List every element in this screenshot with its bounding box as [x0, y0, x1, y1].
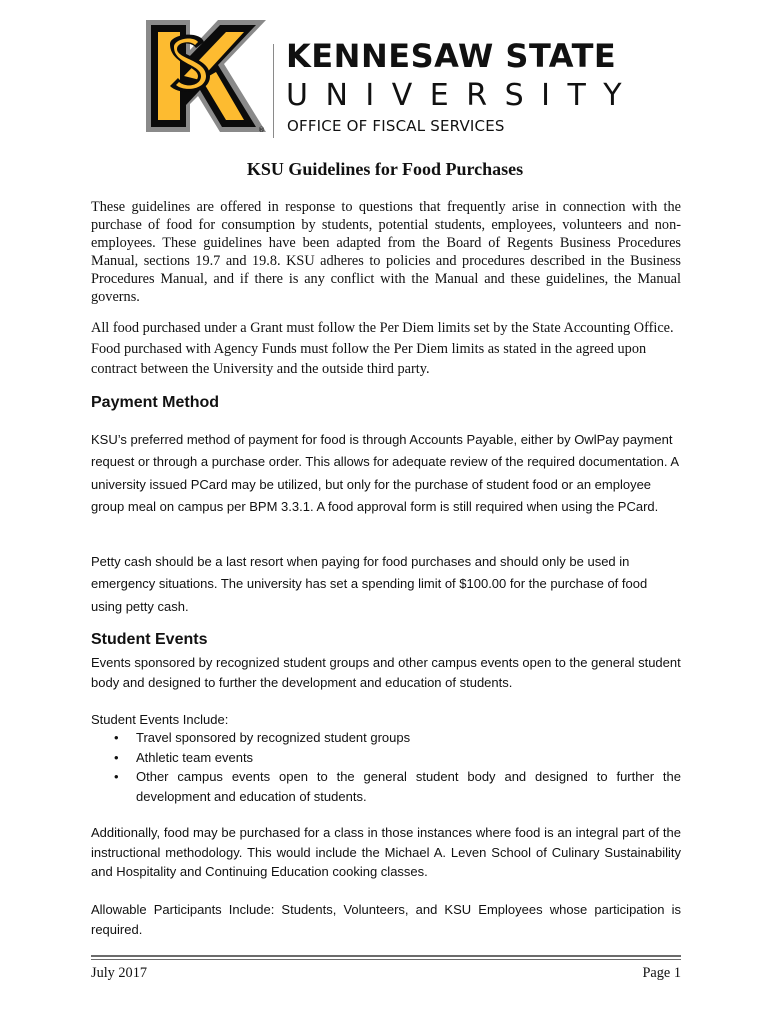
bullet-icon: •	[114, 749, 119, 765]
additional-paragraph: Additionally, food may be purchased for a class in those instances where food is an integral part of the instructional methodology. This would include the Michael A. Leven School of Culinary Sustainability and Hospitality and Continuing Education cooking classes.	[91, 825, 681, 879]
svg-text:®: ®	[258, 126, 265, 134]
document-title: KSU Guidelines for Food Purchases	[246, 159, 524, 179]
payment-paragraph-1: KSU’s preferred method of payment for food is through Accounts Payable, either by OwlPay payment request or through a purchase order. This allows for adequate review of the required documentation. A university issued PCard may be utilized, but only for the purchase of student food or an employee group meal on campus per BPM 3.3.1. A food approval form is still required when using the PCard.	[91, 432, 679, 515]
list-item	[91, 748, 681, 768]
list-item-text: Travel sponsored by recognized student groups	[136, 730, 411, 745]
allowable-participants-paragraph: Allowable Participants Include: Students, Volunteers, and KSU Employees whose participation is required.	[91, 902, 681, 937]
footer-date: July 2017	[91, 965, 148, 981]
office-name: OFFICE OF FISCAL SERVICES	[287, 117, 505, 135]
list-item-text: Other campus events open to the general student body and designed to further the development and education of students.	[136, 769, 681, 804]
intro-paragraph: These guidelines are offered in response to questions that frequently arise in connection with the purchase of food for consumption by students, potential students, employees, volunteers and non-employees. These guidelines have been adapted from the Board of Regents Business Procedures Manual, sections 19.7 and 19.8. KSU adheres to policies and procedures described in the Business Procedures Manual, and if there is any conflict with the Manual and these guidelines, the Manual governs.	[91, 199, 681, 305]
student-events-include-label: Student Events Include:	[91, 712, 229, 727]
student-events-heading: Student Events	[91, 631, 208, 648]
bullet-icon: •	[114, 769, 119, 784]
list-item-text: Athletic team events	[136, 749, 254, 765]
payment-method-heading: Payment Method	[91, 394, 220, 411]
bullet-icon: •	[114, 730, 119, 745]
list-item	[91, 728, 681, 748]
student-events-list	[91, 728, 681, 806]
grant-paragraph: All food purchased under a Grant must follow the Per Diem limits set by the State Accounting Office. Food purchased with Agency Funds must follow the Per Diem limits as stated in the agreed upon contract between the University and the outside third party.	[91, 320, 674, 377]
footer-rule-thin	[91, 959, 681, 960]
footer-page-number: Page 1	[642, 965, 681, 981]
logo-divider	[273, 44, 274, 138]
footer-rule	[91, 955, 681, 957]
list-item	[91, 767, 681, 806]
payment-paragraph-2: Petty cash should be a last resort when paying for food purchases and should only be used in emergency situations. The university has set a spending limit of $100.00 for the purchase of food using petty cash.	[91, 554, 648, 614]
student-events-description: Events sponsored by recognized student groups and other campus events open to the general student body and designed to further the development and education of students.	[91, 655, 681, 690]
university-name-line1: KENNESAW STATE	[286, 37, 617, 75]
ksu-logo-icon	[140, 14, 272, 138]
university-name-line2: UNIVERSITY	[286, 78, 640, 113]
